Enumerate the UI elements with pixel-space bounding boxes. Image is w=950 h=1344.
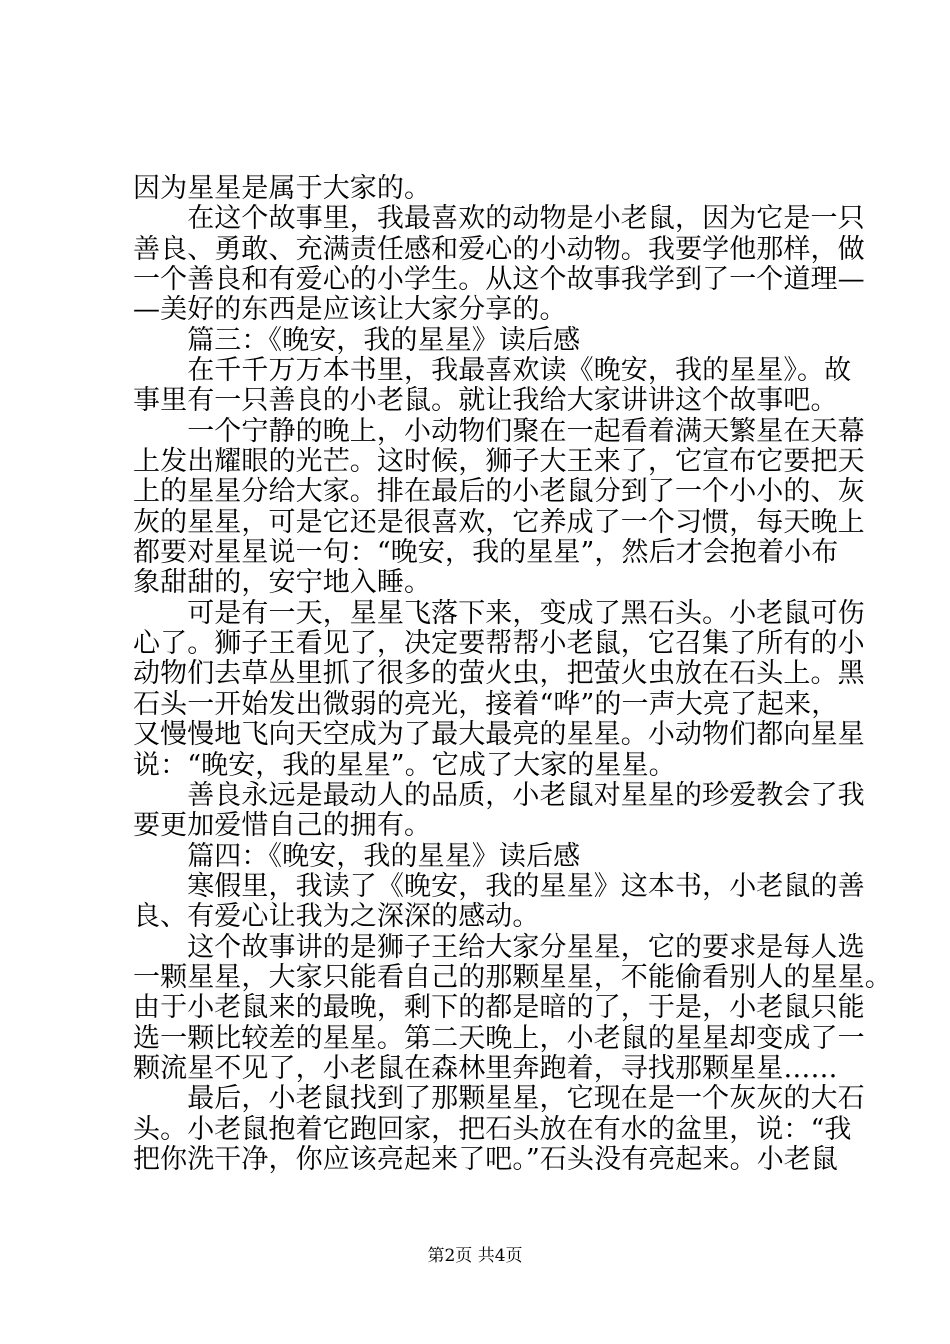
- text-line: 把你洗干净，你应该亮起来了吧。”石头没有亮起来。小老鼠: [133, 1143, 839, 1175]
- text-line: 石头一开始发出微弱的亮光，接着“哗”的一声大亮了起来，: [133, 688, 839, 720]
- text-line: 一颗星星，大家只能看自己的那颗星星，不能偷看别人的星星。: [133, 961, 892, 993]
- text-line: —美好的东西是应该让大家分享的。: [133, 294, 567, 326]
- text-line: 颗流星不见了，小老鼠在森林里奔跑着，寻找那颗星星……: [133, 1052, 838, 1084]
- text-line: 在千千万万本书里，我最喜欢读《晚安，我的星星》。故: [133, 355, 852, 386]
- text-line: 一个宁静的晚上，小动物们聚在一起看着满天繁星在天幕: [133, 415, 865, 447]
- text-line: 灰的星星，可是它还是很喜欢，它养成了一个习惯，每天晚上: [133, 506, 865, 538]
- text-line: 最后，小老鼠找到了那颗星星，它现在是一个灰灰的大石: [133, 1083, 865, 1115]
- text-line: 一个善良和有爱心的小学生。从这个故事我学到了一个道理—: [133, 264, 865, 295]
- text-line: 头。小老鼠抱着它跑回家，把石头放在有水的盆里，说：“我: [133, 1113, 852, 1145]
- text-line: 在这个故事里，我最喜欢的动物是小老鼠，因为它是一只: [133, 203, 865, 235]
- text-line: 善良、勇敢、充满责任感和爱心的小动物。我要学他那样，做: [133, 233, 865, 265]
- text-line: 要更加爱惜自己的拥有。: [133, 810, 432, 842]
- section-heading: 篇四：《晚安，我的星星》读后感: [133, 840, 581, 872]
- section-heading: 篇三：《晚安，我的星星》读后感: [133, 324, 581, 356]
- text-line: 事里有一只善良的小老鼠。就让我给大家讲讲这个故事吧。: [133, 385, 838, 417]
- text-line: 因为星星是属于大家的。: [133, 173, 432, 204]
- text-line: 善良永远是最动人的品质，小老鼠对星星的珍爱教会了我: [133, 779, 865, 811]
- text-line: 心了。狮子王看见了，决定要帮帮小老鼠，它召集了所有的小: [133, 628, 865, 660]
- text-line: 良、有爱心让我为之深深的感动。: [133, 901, 540, 933]
- page-footer: 第2页 共4页: [427, 1246, 523, 1266]
- text-line: 选一颗比较差的星星。第二天晚上，小老鼠的星星却变成了一: [133, 1022, 865, 1054]
- text-line: 这个故事讲的是狮子王给大家分星星，它的要求是每人选: [133, 931, 865, 963]
- text-line: 由于小老鼠来的最晚，剩下的都是暗的了，于是，小老鼠只能: [133, 992, 865, 1024]
- text-line: 都要对星星说一句：“晚安，我的星星”，然后才会抱着小布: [133, 537, 839, 569]
- text-line: 说：“晚安，我的星星”。它成了大家的星星。: [133, 749, 676, 781]
- text-line: 象甜甜的，安宁地入睡。: [133, 567, 432, 599]
- text-line: 上的星星分给大家。排在最后的小老鼠分到了一个小小的、灰: [133, 476, 865, 508]
- text-line: 寒假里，我读了《晚安，我的星星》这本书，小老鼠的善: [133, 870, 865, 902]
- text-line: 动物们去草丛里抓了很多的萤火虫，把萤火虫放在石头上。黑: [133, 658, 865, 690]
- text-line: 可是有一天，星星飞落下来，变成了黑石头。小老鼠可伤: [133, 597, 865, 629]
- text-line: 又慢慢地飞向天空成为了最大最亮的星星。小动物们都向星星: [133, 719, 865, 751]
- text-line: 上发出耀眼的光芒。这时候，狮子大王来了，它宣布它要把天: [133, 446, 865, 478]
